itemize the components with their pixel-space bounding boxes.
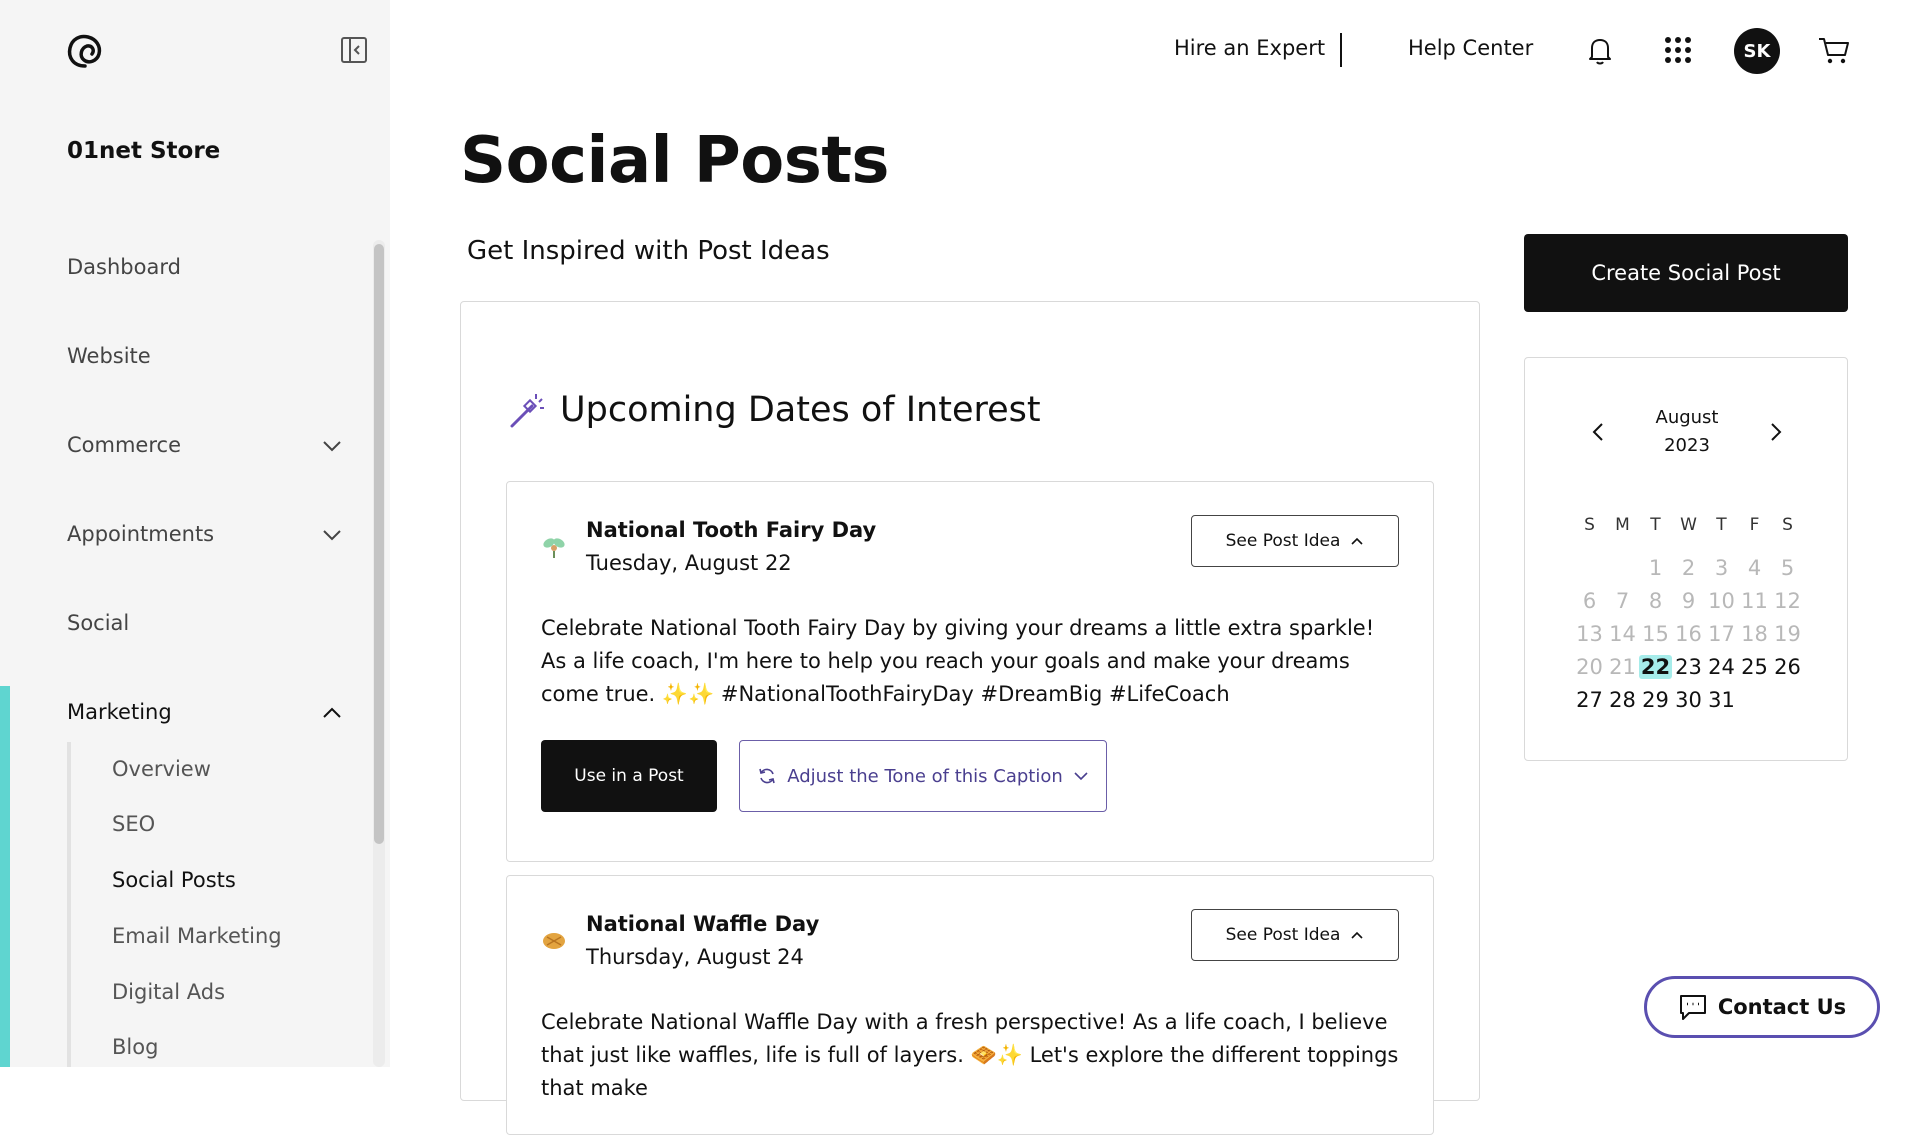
nav-item-appointments[interactable]: Appointments [67, 522, 215, 546]
avatar[interactable]: SK [1734, 28, 1780, 74]
chevron-down-icon [1073, 768, 1089, 784]
subnav-seo[interactable]: SEO [112, 812, 156, 836]
calendar-day[interactable]: 25 [1741, 654, 1768, 679]
chevron-right-icon[interactable] [1763, 420, 1787, 444]
chevron-down-icon[interactable] [320, 523, 344, 547]
contact-us-button[interactable] [1644, 976, 1880, 1038]
chat-icon [1678, 993, 1708, 1021]
calendar-day: 19 [1774, 621, 1801, 646]
calendar-day[interactable]: 30 [1675, 687, 1702, 712]
adjust-tone-label: Adjust the Tone of this Caption [787, 765, 1063, 787]
use-in-post-button[interactable]: Use in a Post [541, 740, 717, 812]
create-social-post-button[interactable]: Create Social Post [1524, 234, 1848, 312]
subnav-blog[interactable]: Blog [112, 1035, 159, 1059]
calendar-day: 20 [1576, 654, 1603, 679]
store-name: 01net Store [67, 138, 221, 164]
help-center-link[interactable]: Help Center [1408, 36, 1534, 60]
calendar-weekday: W [1680, 514, 1697, 535]
calendar-day: 9 [1681, 588, 1696, 613]
subnav-digital-ads[interactable]: Digital Ads [112, 980, 226, 1004]
sidebar-scrollbar-thumb[interactable] [374, 244, 384, 844]
calendar-day: 4 [1747, 555, 1762, 580]
calendar-day[interactable]: 29 [1642, 687, 1669, 712]
refresh-icon [757, 766, 777, 786]
calendar-weekday: F [1749, 514, 1760, 535]
topbar-divider [1340, 33, 1342, 67]
calendar-day: 3 [1714, 555, 1729, 580]
nav-item-website[interactable]: Website [67, 344, 151, 368]
calendar-day: 17 [1708, 621, 1735, 646]
calendar-day: 15 [1642, 621, 1669, 646]
subnav-social-posts[interactable]: Social Posts [112, 868, 236, 892]
calendar-day[interactable]: 31 [1708, 687, 1735, 712]
subnav-email-marketing[interactable]: Email Marketing [112, 924, 282, 948]
calendar [1524, 357, 1848, 761]
calendar-day: 8 [1648, 588, 1663, 613]
bell-icon[interactable] [1582, 32, 1618, 68]
chevron-up-icon[interactable] [320, 701, 344, 725]
sidebar [0, 0, 390, 1067]
calendar-day: 7 [1615, 588, 1630, 613]
apps-grid-icon[interactable] [1660, 32, 1696, 68]
calendar-day: 21 [1609, 654, 1636, 679]
calendar-day: 18 [1741, 621, 1768, 646]
card-date: Thursday, August 24 [586, 945, 804, 969]
calendar-day: 13 [1576, 621, 1603, 646]
cart-icon[interactable] [1816, 32, 1852, 68]
see-post-idea-button[interactable] [1191, 515, 1399, 567]
nav-item-marketing[interactable]: Marketing [67, 700, 172, 724]
nav-item-social[interactable]: Social [67, 611, 130, 635]
see-post-idea-label: See Post Idea [1225, 925, 1341, 945]
calendar-weekday: S [1584, 514, 1595, 535]
calendar-weekday: S [1782, 514, 1793, 535]
collapse-sidebar-icon[interactable] [340, 36, 368, 64]
contact-us-label: Contact Us [1717, 995, 1847, 1019]
calendar-day: 16 [1675, 621, 1702, 646]
calendar-day[interactable]: 26 [1774, 654, 1801, 679]
section-subtitle: Get Inspired with Post Ideas [467, 236, 830, 266]
nav-item-commerce[interactable]: Commerce [67, 433, 181, 457]
active-section-indicator [0, 686, 10, 1067]
calendar-day: 5 [1780, 555, 1795, 580]
calendar-day[interactable]: 23 [1675, 654, 1702, 679]
post-idea-card [506, 875, 1434, 1135]
chevron-up-icon [1350, 534, 1364, 548]
godaddy-logo-icon[interactable] [64, 30, 106, 70]
card-date: Tuesday, August 22 [586, 551, 792, 575]
calendar-weekday: M [1615, 514, 1630, 535]
card-title: National Waffle Day [586, 912, 820, 936]
post-caption: Celebrate National Waffle Day with a fresh perspective! As a life coach, I believe that just like waffles, life is full of layers. 🧇✨ Let's explore the different toppings that make [541, 1010, 1399, 1100]
hire-expert-link[interactable]: Hire an Expert [1174, 36, 1326, 60]
calendar-weekday: T [1650, 514, 1661, 535]
fairy-icon [541, 534, 567, 560]
calendar-month: August [1655, 407, 1719, 428]
nav-item-dashboard[interactable]: Dashboard [67, 255, 181, 279]
calendar-day[interactable]: 27 [1576, 687, 1603, 712]
calendar-day: 11 [1741, 588, 1768, 613]
post-idea-card [506, 481, 1434, 862]
card-title: National Tooth Fairy Day [586, 518, 877, 542]
calendar-day: 10 [1708, 588, 1735, 613]
calendar-year: 2023 [1664, 435, 1710, 456]
calendar-day[interactable]: 28 [1609, 687, 1636, 712]
calendar-day: 12 [1774, 588, 1801, 613]
submenu-rail [67, 742, 71, 1067]
see-post-idea-button[interactable] [1191, 909, 1399, 961]
chevron-down-icon[interactable] [320, 434, 344, 458]
calendar-grid [1573, 508, 1805, 716]
post-caption: Celebrate National Tooth Fairy Day by giving your dreams a little extra sparkle! As a life coach, I'm here to help you reach your goals and make your dreams come true. ✨✨ #NationalToothFairyDay #DreamBig #LifeCoach [541, 616, 1375, 706]
calendar-day: 6 [1582, 588, 1597, 613]
magic-wand-icon [506, 390, 548, 432]
calendar-weekday: T [1716, 514, 1727, 535]
calendar-day: 2 [1681, 555, 1696, 580]
adjust-tone-button[interactable] [739, 740, 1107, 812]
calendar-day-today[interactable]: 22 [1640, 654, 1671, 679]
calendar-month-label [1525, 404, 1849, 460]
calendar-day: 14 [1609, 621, 1636, 646]
calendar-day: 1 [1648, 555, 1663, 580]
subnav-overview[interactable]: Overview [112, 757, 211, 781]
see-post-idea-label: See Post Idea [1225, 531, 1341, 551]
upcoming-dates-heading: Upcoming Dates of Interest [560, 390, 1041, 430]
page-title: Social Posts [460, 124, 889, 198]
chevron-up-icon [1350, 928, 1364, 942]
waffle-icon [541, 928, 567, 954]
calendar-day[interactable]: 24 [1708, 654, 1735, 679]
